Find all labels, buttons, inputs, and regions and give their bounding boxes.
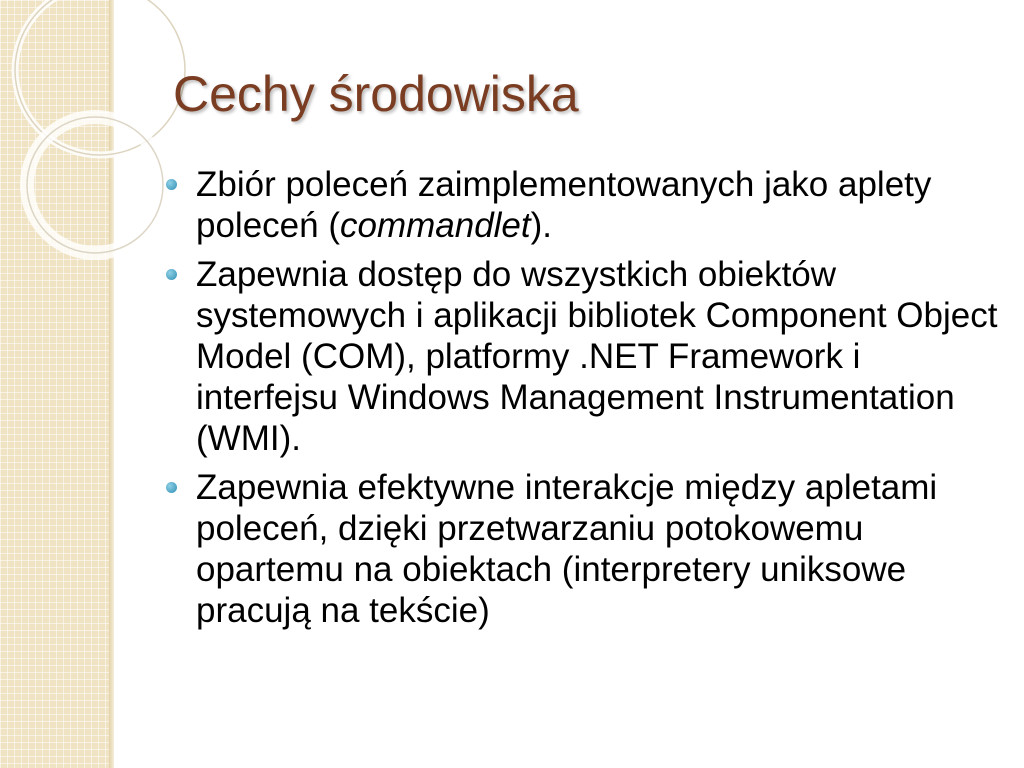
bullet-list	[163, 164, 998, 639]
bullet-dot-icon	[166, 179, 177, 190]
bullet-text-italic: commandlet	[339, 206, 531, 245]
bullet-item	[163, 254, 998, 459]
slide-title: Cechy środowiska	[173, 66, 579, 122]
bullet-text-part: Zapewnia dostęp do wszystkich obiektów systemowych i aplikacji bibliotek Component Object Model (COM), platformy .NET Framework i interfejsu Windows Management Instrumentation (WMI).	[196, 255, 998, 458]
bullet-text-part: Zapewnia efektywne interakcje między apletami poleceń, dzięki przetwarzaniu potokowemu opartemu na obiektach (interpretery uniksowe pracują na tekście)	[196, 468, 938, 630]
bullet-dot-icon	[166, 269, 177, 280]
bullet-item	[163, 164, 998, 246]
bullet-text-part: Zbiór poleceń zaimplementowanych jako aplety poleceń (	[196, 165, 932, 245]
bullet-item	[163, 467, 998, 631]
bullet-text-part: ).	[530, 206, 553, 245]
bullet-dot-icon	[166, 482, 177, 493]
